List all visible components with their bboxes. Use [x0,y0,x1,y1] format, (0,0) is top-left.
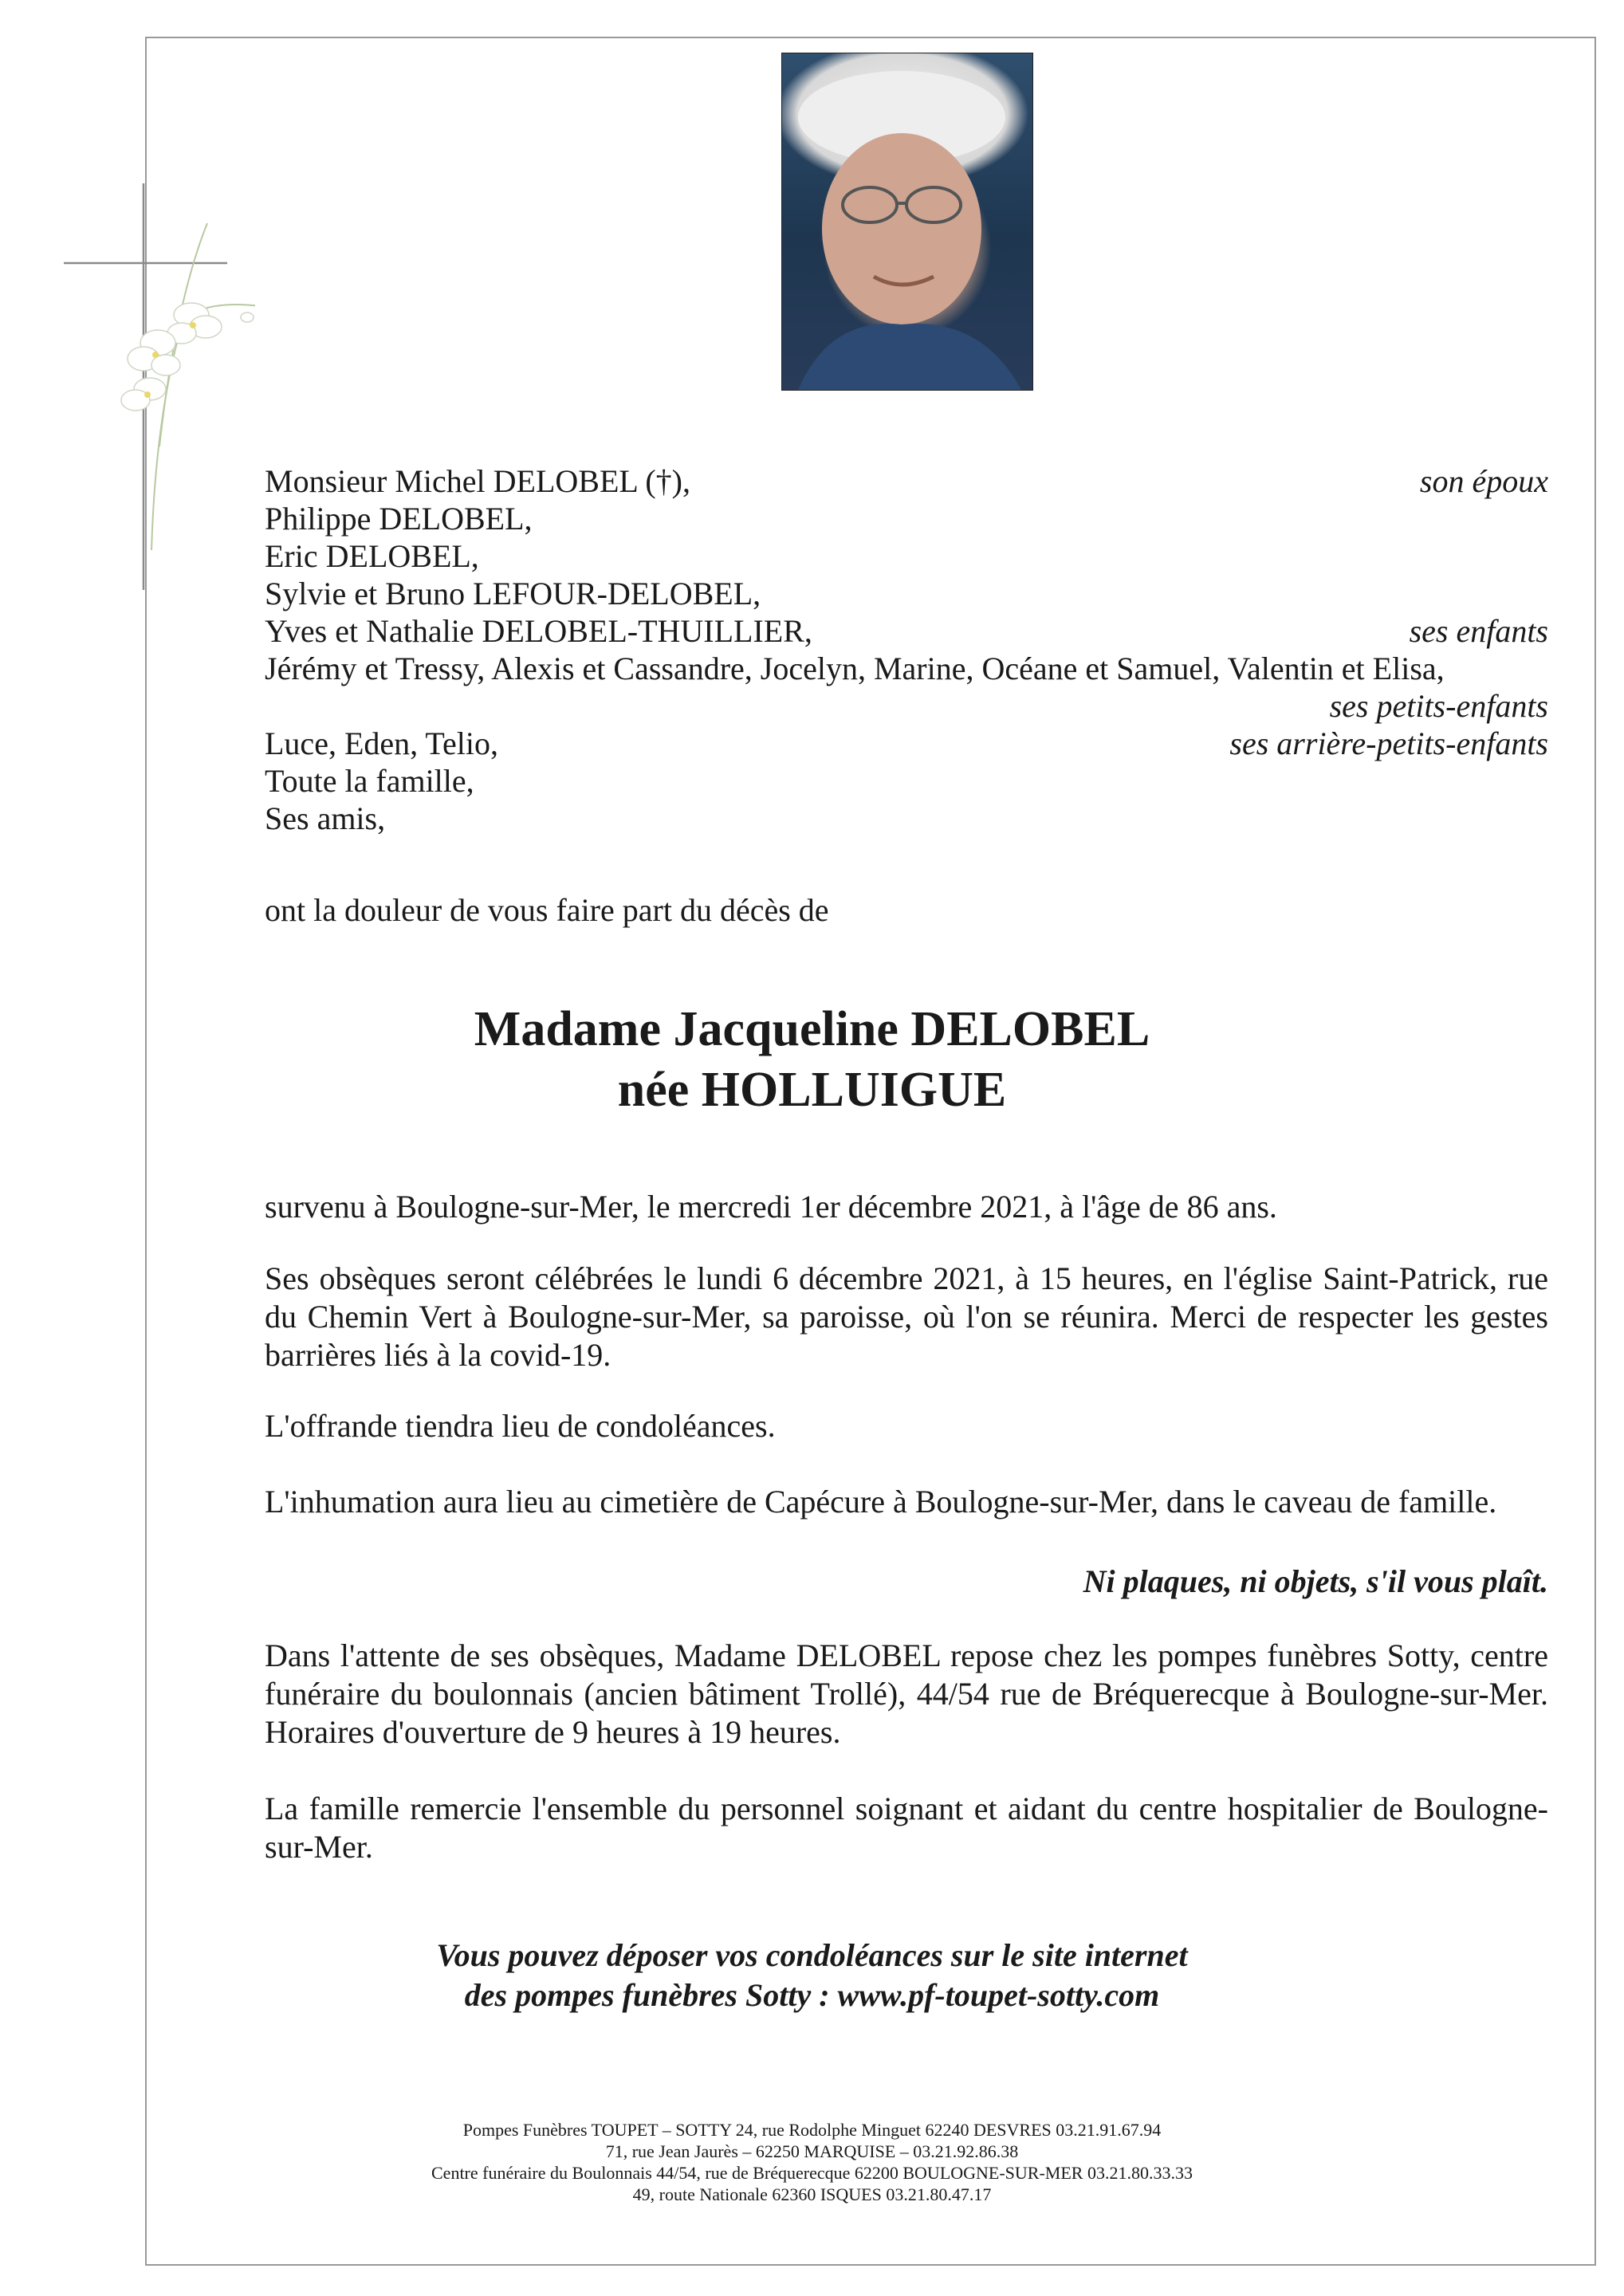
family-name-4: Sylvie et Bruno LEFOUR-DELOBEL, [265,576,761,611]
paragraph-funeral: Ses obsèques seront célébrées le lundi 6 décembre 2021, à 15 heures, en l'église Saint-Patrick, rue du Chemin Vert à Boulogne-sur-Mer, sa paroisse, où l'on se réunira. Merci de respecter les gestes barrières liés à la covid-19. [265,1260,1548,1373]
deceased-name: Madame Jacqueline DELOBEL [474,1002,1150,1056]
relation-great-grandchildren: ses arrière-petits-enfants [1229,725,1548,761]
portrait-photo [781,53,1033,391]
footer-line-1: Pompes Funèbres TOUPET – SOTTY 24, rue Rodolphe Minguet 62240 DESVRES 03.21.91.67.94 [462,2120,1162,2140]
family-name-5: Yves et Nathalie DELOBEL-THUILLIER, [265,613,812,649]
no-flowers-notice: Ni plaques, ni objets, s'il vous plaît. [1083,1563,1548,1599]
footer-line-4: 49, route Nationale 62360 ISQUES 03.21.80.47.17 [632,2184,992,2204]
funeral-home-footer [0,2119,1624,2205]
paragraph-resting: Dans l'attente de ses obsèques, Madame DELOBEL repose chez les pompes funèbres Sotty, centre funéraire du boulonnais (ancien bâtiment Trollé), 44/54 rue de Bréquerecque à Boulogne-sur-Mer. Horaires d'ouverture de 9 heures à 19 heures. [265,1637,1548,1750]
intro-line: ont la douleur de vous faire part du décès de [265,892,829,928]
footer-line-2: 71, rue Jean Jaurès – 62250 MARQUISE – 03.21.92.86.38 [605,2141,1019,2161]
footer-line-3: Centre funéraire du Boulonnais 44/54, rue de Bréquerecque 62200 BOULOGNE-SUR-MER 03.21.80.33.33 [431,2163,1193,2183]
cross-orchid-icon [64,175,255,590]
condolence-note [0,1936,1624,2015]
family-name-2: Philippe DELOBEL, [265,501,533,537]
condolence-line-1: Vous pouvez déposer vos condoléances sur le site internet [436,1937,1188,1973]
family-name-9: Ses amis, [265,800,386,836]
family-name-8: Toute la famille, [265,763,474,799]
family-name-1: Monsieur Michel DELOBEL (†), [265,463,690,499]
relation-children: ses enfants [1409,613,1548,649]
paragraph-thanks: La famille remercie l'ensemble du personnel soignant et aidant du centre hospitalier de Boulogne-sur-Mer. [265,1791,1548,1865]
paragraph-burial: L'inhumation aura lieu au cimetière de Capécure à Boulogne-sur-Mer, dans le caveau de famille. [265,1484,1497,1520]
relation-spouse: son époux [1419,463,1548,499]
family-name-3: Eric DELOBEL, [265,538,479,574]
deceased-maiden-name: née HOLLUIGUE [617,1063,1007,1117]
deceased-name-block [0,999,1624,1120]
family-name-6: Jérémy et Tressy, Alexis et Cassandre, Jocelyn, Marine, Océane et Samuel, Valentin et Elisa, [265,651,1445,686]
family-name-7: Luce, Eden, Telio, [265,725,499,761]
paragraph-offering: L'offrande tiendra lieu de condoléances. [265,1408,776,1444]
condolence-line-2: des pompes funèbres Sotty : www.pf-toupet-sotty.com [464,1977,1160,2013]
relation-grandchildren: ses petits-enfants [1329,688,1548,724]
paragraph-death: survenu à Boulogne-sur-Mer, le mercredi 1er décembre 2021, à l'âge de 86 ans. [265,1189,1277,1225]
